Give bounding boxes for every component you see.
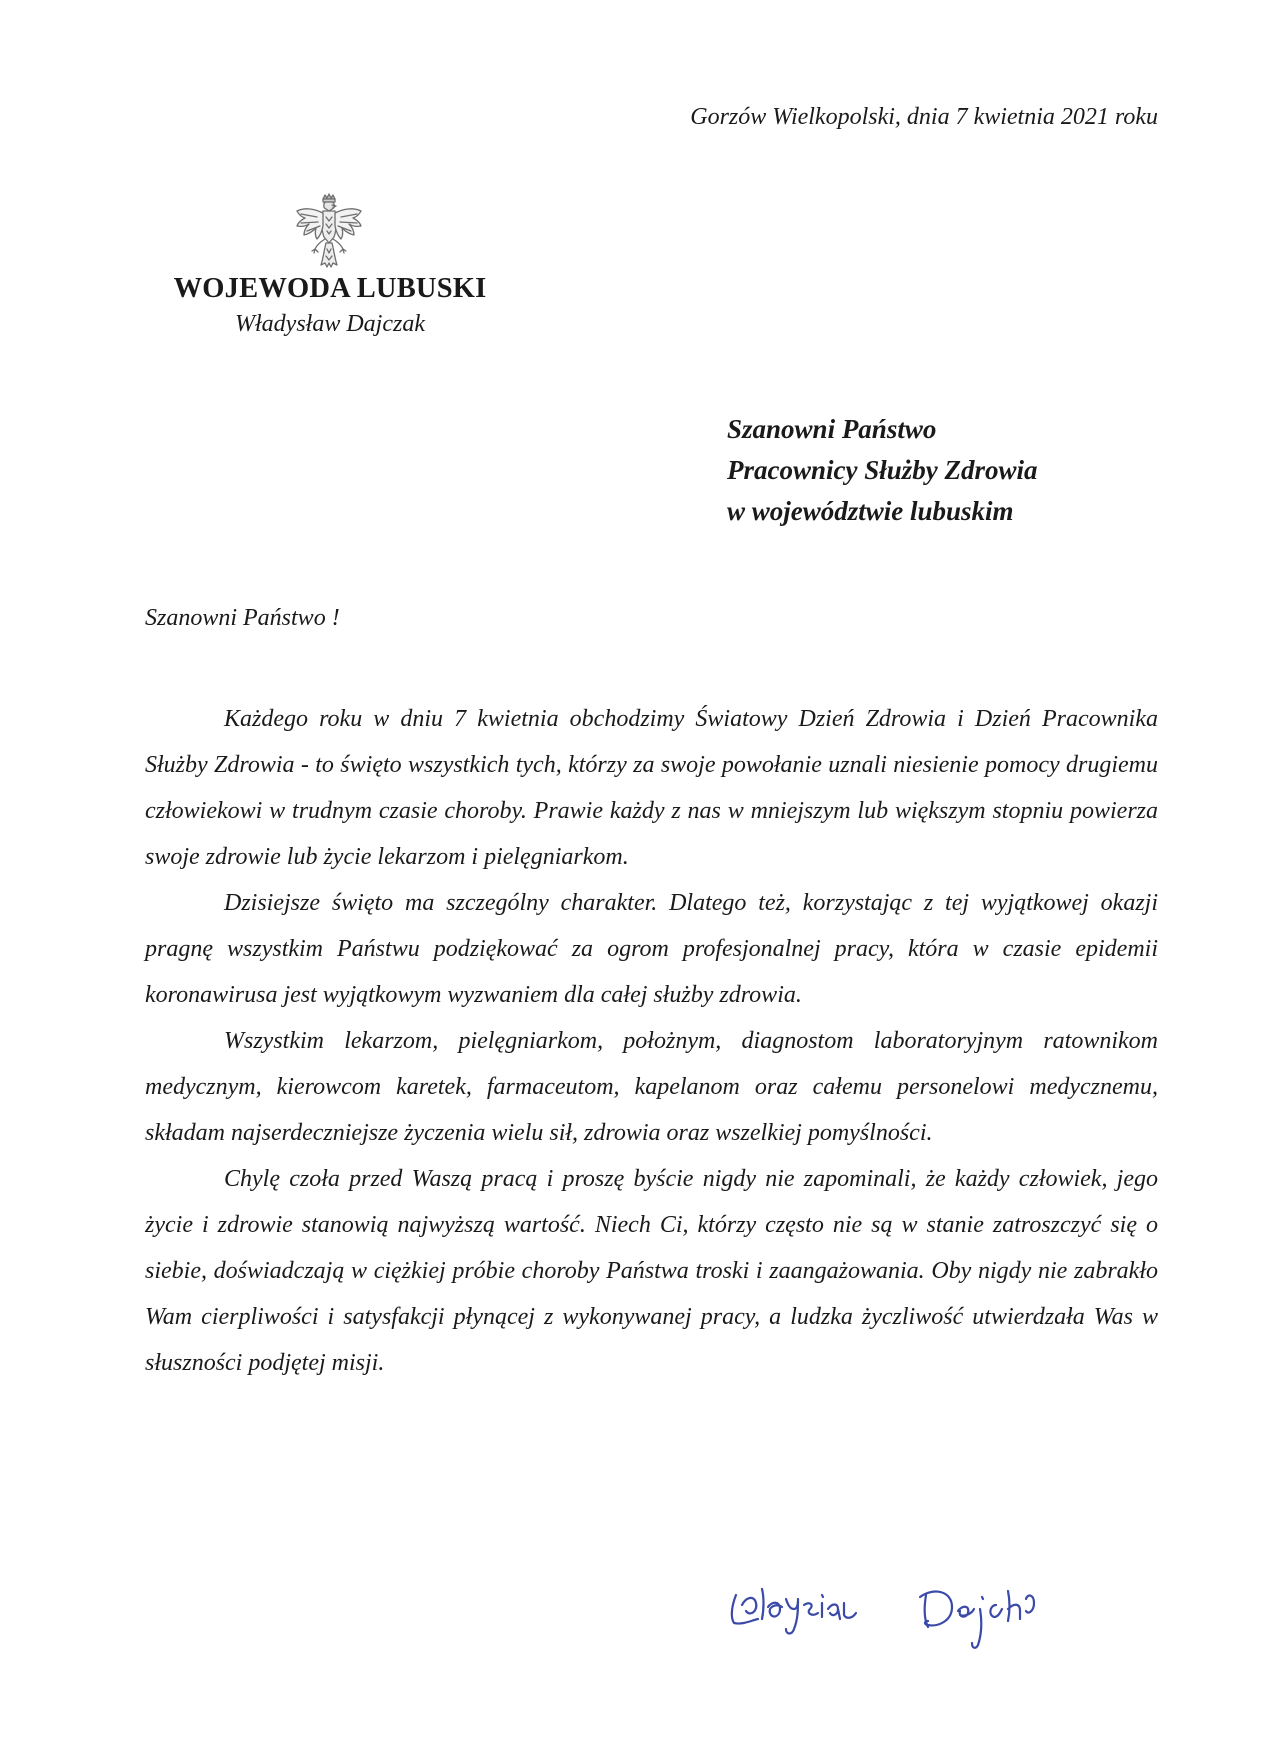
handwritten-signature [728, 1575, 1073, 1665]
sender-name: Władysław Dajczak [235, 311, 425, 337]
salutation: Szanowni Państwo ! [145, 605, 340, 631]
body-paragraph: Wszystkim lekarzom, pielęgniarkom, położnym, diagnostom laboratoryjnym ratownikom medycznym, kierowcom karetek, farmaceutom, kapelanom oraz całemu personelowi medycznemu, składam najserdeczniejsze życzenia wielu sił, zdrowia oraz wszelkiej pomyślności. [145, 1028, 1158, 1146]
body-paragraph: Chylę czoła przed Waszą pracą i proszę byście nigdy nie zapominali, że każdy człowiek, jego życie i zdrowie stanowią najwyższą wartość. Niech Ci, którzy często nie są w stanie zatroszczyć się o siebie, doświadczają w ciężkiej próbie choroby Państwa troski i zaangażowania. Oby nigdy nie zabrakło Wam cierpliwości i satysfakcji płynącej z wykonywanej pracy, a ludzka życzliwość utwierdzała Was w słuszności podjętej misji. [145, 1166, 1158, 1376]
body-paragraph: Każdego roku w dniu 7 kwietnia obchodzimy Światowy Dzień Zdrowia i Dzień Pracownika Służby Zdrowia - to święto wszystkich tych, którzy za swoje powołanie uznali niesienie pomocy drugiemu człowiekowi w trudnym czasie choroby. Prawie każdy z nas w mniejszym lub większym stopniu powierza swoje zdrowie lub życie lekarzom i pielęgniarkom. [145, 706, 1158, 870]
polish-eagle-emblem-icon [293, 193, 365, 269]
recipient-line: Pracownicy Służby Zdrowia [727, 455, 1038, 485]
place-date-line: Gorzów Wielkopolski, dnia 7 kwietnia 2021 roku [690, 104, 1158, 130]
sender-office: WOJEWODA LUBUSKI [173, 273, 487, 304]
body-paragraph: Dzisiejsze święto ma szczególny charakter. Dlatego też, korzystając z tej wyjątkowej okazji pragnę wszystkim Państwu podziękować za ogrom profesjonalnej pracy, która w czasie epidemii koronawirusa jest wyjątkowym wyzwaniem dla całej służby zdrowia. [145, 890, 1158, 1008]
recipient-line: Szanowni Państwo [727, 414, 937, 444]
letter-body [145, 696, 1158, 1386]
sender-block [130, 270, 530, 340]
recipient-line: w województwie lubuskim [727, 496, 1014, 526]
recipient-block [727, 409, 1038, 532]
